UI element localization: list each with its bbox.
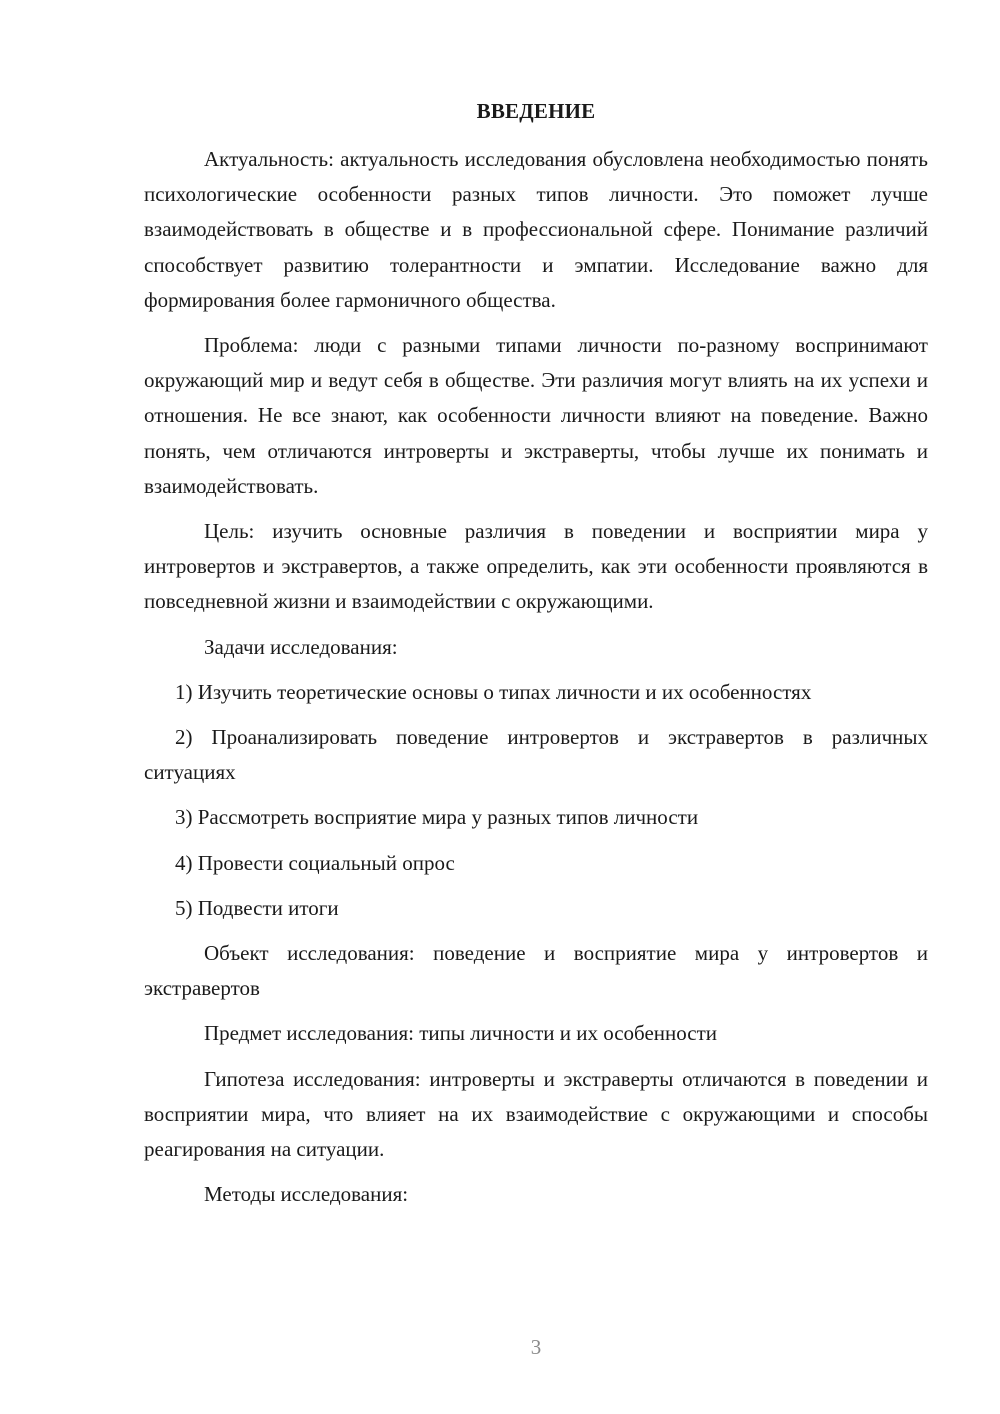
paragraph-goal: Цель: изучить основные различия в поведении и восприятии мира у интровертов и экстравертов, а также определить, как эти особенности проявляются в повседневной жизни и взаимодействии с окружающими. — [144, 519, 928, 614]
task-item: 5) Подвести итоги — [175, 895, 339, 920]
task-item: 3) Рассмотреть восприятие мира у разных типов личности — [175, 805, 699, 830]
page-number: 3 — [530, 1335, 542, 1359]
task-item: 1) Изучить теоретические основы о типах личности и их особенностях — [175, 679, 812, 704]
section-title: ВВЕДЕНИЕ — [476, 99, 596, 123]
paragraph-tasks-heading: Задачи исследования: — [204, 634, 398, 659]
paragraph-relevance: Актуальность: актуальность исследования обусловлена необходимостью понять психологические особенности разных типов личности. Это поможет лучше взаимодействовать в обществе и в профессиональной сфере. Понимание различий способствует развитию толерантности и эмпатии. Исследование важно для формирования более гармоничного общества. — [144, 147, 928, 312]
paragraph-problem: Проблема: люди с разными типами личности по-разному воспринимают окружающий мир и ведут себя в обществе. Эти различия могут влиять на их успехи и отношения. Не все знают, как особенности личности влияют на поведение. Важно понять, чем отличаются интроверты и экстраверты, чтобы лучше их понимать и взаимодействовать. — [144, 333, 928, 498]
paragraph-hypothesis: Гипотеза исследования: интроверты и экстраверты отличаются в поведении и восприятии мира, что влияет на их взаимодействие с окружающими и способы реагирования на ситуации. — [144, 1066, 928, 1162]
body-text — [144, 142, 928, 1222]
task-item: 4) Провести социальный опрос — [175, 850, 455, 875]
paragraph-methods: Методы исследования: — [204, 1182, 409, 1207]
task-item: 2) Проанализировать поведение интровертов и экстравертов в различных ситуациях — [144, 725, 928, 785]
paragraph-object: Объект исследования: поведение и восприятие мира у интровертов и экстравертов — [144, 941, 928, 1001]
paragraph-subject: Предмет исследования: типы личности и их особенности — [204, 1021, 718, 1046]
